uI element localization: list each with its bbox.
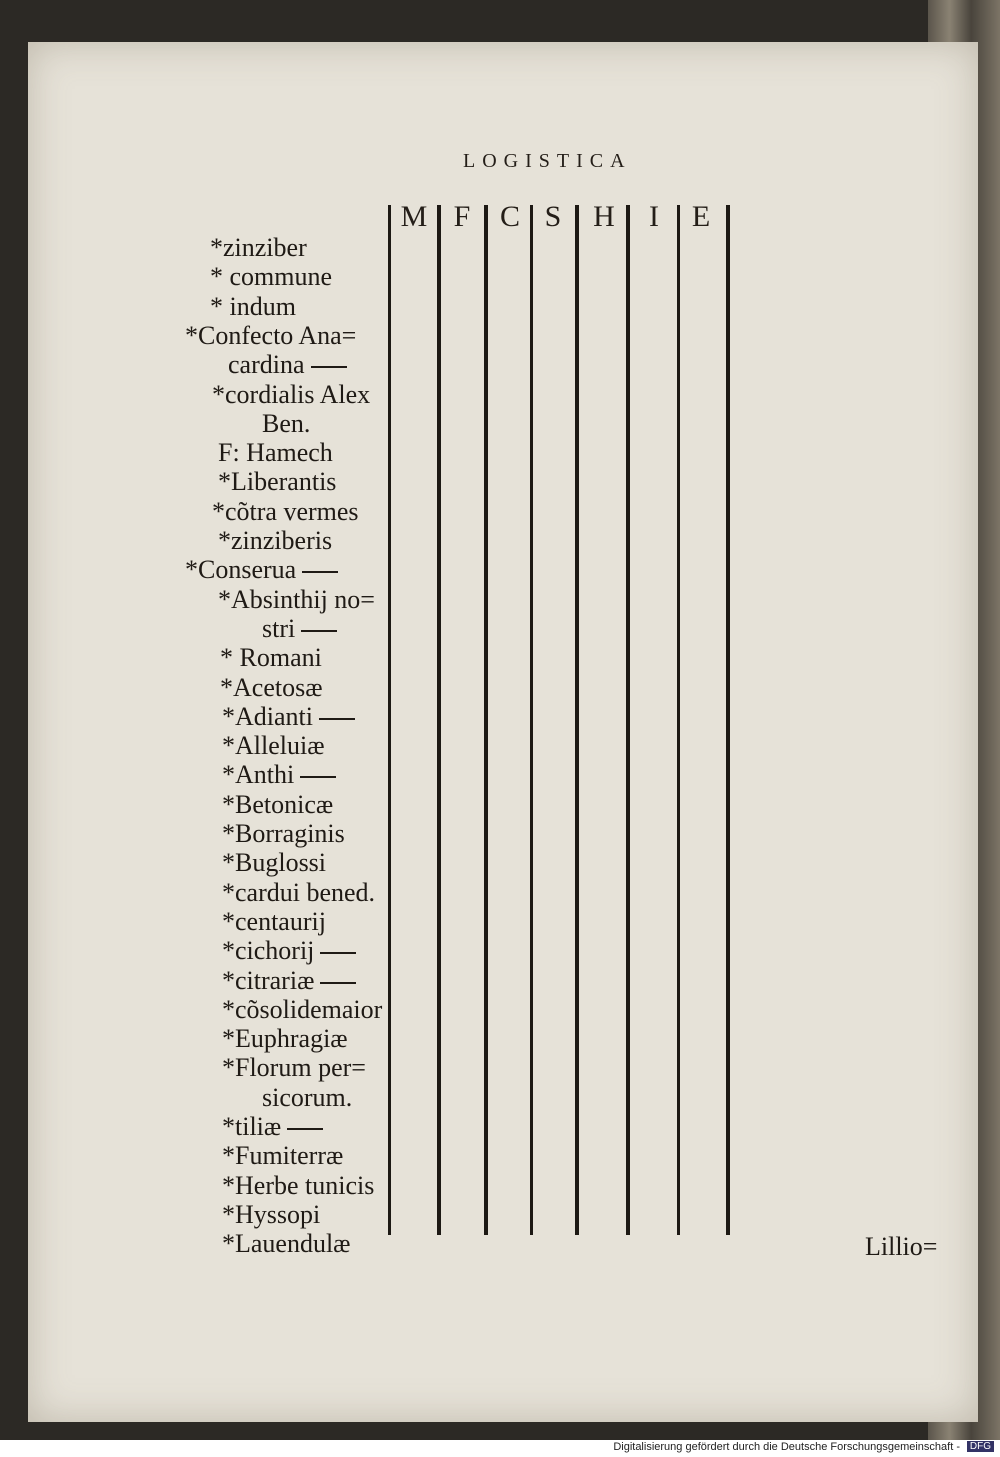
footer-credit: Digitalisierung gefördert durch die Deutsche Forschungsgemeinschaft - bbox=[613, 1441, 960, 1453]
column-header-h: H bbox=[593, 200, 615, 233]
column-rule-0 bbox=[388, 205, 391, 1235]
entry-text: *cõsolidemaior bbox=[222, 994, 383, 1024]
entry-text: *Anthi bbox=[222, 760, 295, 790]
table-row-label bbox=[228, 350, 347, 379]
entry-text: *zinziberis bbox=[218, 526, 333, 555]
table-row-label bbox=[212, 380, 370, 409]
entry-dash bbox=[287, 1128, 323, 1130]
entry-dash bbox=[302, 571, 338, 573]
entry-text: *Euphragiæ bbox=[222, 1024, 348, 1054]
table-row-label bbox=[222, 848, 326, 877]
table-row-label bbox=[218, 585, 375, 614]
entry-text: *Fumiterræ bbox=[222, 1141, 344, 1171]
entry-text: *Absinthij no= bbox=[218, 584, 375, 614]
entry-text: *Hyssopi bbox=[222, 1199, 321, 1229]
entry-text: cardina bbox=[228, 350, 305, 380]
table-row-label bbox=[222, 1053, 366, 1082]
table-row-label bbox=[222, 702, 355, 731]
table-row-label bbox=[262, 1083, 352, 1112]
entry-dash bbox=[300, 776, 336, 778]
entry-text: *tiliæ bbox=[222, 1112, 282, 1141]
column-header-e: E bbox=[691, 200, 711, 233]
entry-text: *citrariæ bbox=[222, 965, 315, 995]
entry-dash bbox=[319, 718, 355, 720]
column-header-f: F bbox=[453, 200, 471, 233]
entry-text: *Adianti bbox=[222, 701, 313, 731]
catchword: Lillio= bbox=[865, 1232, 938, 1261]
entry-dash bbox=[301, 630, 337, 632]
table-row-label bbox=[222, 731, 325, 760]
entry-text: *Acetosæ bbox=[220, 672, 323, 702]
table-row-label bbox=[220, 643, 322, 672]
table-row-label bbox=[185, 555, 338, 584]
entry-text: *Conserua bbox=[185, 555, 297, 585]
table-row-label bbox=[222, 995, 382, 1024]
entry-dash bbox=[320, 952, 356, 954]
table-row-label bbox=[222, 790, 333, 819]
entry-text: * Romani bbox=[220, 643, 322, 673]
table-row-label bbox=[210, 292, 296, 321]
entry-dash bbox=[320, 982, 356, 984]
entry-text: * indum bbox=[210, 291, 296, 321]
entry-text: *Herbe tunicis bbox=[222, 1170, 375, 1200]
column-header-m: M bbox=[400, 200, 428, 233]
entry-text: *centaurij bbox=[222, 906, 326, 936]
table-row-label bbox=[222, 878, 375, 907]
entry-text: *cordialis Alex bbox=[212, 379, 371, 409]
entry-dash bbox=[311, 366, 347, 368]
entry-text: *Borraginis bbox=[222, 819, 345, 848]
entry-text: *Betonicæ bbox=[222, 789, 334, 819]
table-row-label bbox=[220, 673, 323, 702]
column-rule-6 bbox=[677, 205, 680, 1235]
table-row-label bbox=[222, 1141, 343, 1170]
column-rule-4 bbox=[575, 205, 579, 1235]
table-row-label bbox=[210, 262, 332, 291]
table-row-label bbox=[222, 1112, 323, 1141]
table-row-label bbox=[218, 467, 336, 496]
table-row-label bbox=[222, 1024, 348, 1053]
column-header-s: S bbox=[544, 200, 562, 233]
table-row-label bbox=[222, 1229, 351, 1258]
entry-text: Ben. bbox=[262, 408, 311, 438]
running-head: LOGISTICA bbox=[463, 150, 632, 172]
column-rule-5 bbox=[626, 205, 630, 1235]
table-row-label bbox=[222, 819, 345, 848]
entry-text: *cardui bened. bbox=[222, 877, 376, 907]
entry-text: *Buglossi bbox=[222, 848, 327, 878]
book-page bbox=[28, 42, 978, 1422]
table-row-label bbox=[222, 1171, 374, 1200]
entry-text: *Confecto Ana= bbox=[185, 320, 357, 350]
entry-text: *Florum per= bbox=[222, 1053, 366, 1083]
dfg-logo: DFG bbox=[967, 1441, 994, 1452]
table-row-label bbox=[262, 409, 310, 438]
entry-text: *Lauendulæ bbox=[222, 1229, 351, 1259]
column-rule-7 bbox=[726, 205, 730, 1235]
entry-text: *cichorij bbox=[222, 936, 315, 966]
column-header-c: C bbox=[499, 200, 520, 233]
entry-text: *Liberantis bbox=[218, 467, 337, 497]
entry-text: *Alleluiæ bbox=[222, 731, 325, 761]
table-row-label bbox=[222, 1200, 320, 1229]
column-rule-1 bbox=[437, 205, 441, 1235]
entry-text: sicorum. bbox=[262, 1082, 353, 1112]
entry-text: * commune bbox=[210, 262, 333, 292]
table-row-label bbox=[262, 614, 337, 643]
entry-text: *zinziber bbox=[210, 233, 307, 262]
table-row-label bbox=[222, 760, 336, 789]
column-rule-3 bbox=[530, 205, 533, 1235]
table-row-label bbox=[218, 438, 333, 467]
entry-text: *cõtra vermes bbox=[212, 496, 359, 526]
table-row-label bbox=[218, 526, 332, 555]
column-rule-2 bbox=[484, 205, 488, 1235]
table-row-label bbox=[222, 936, 356, 965]
table-row-label bbox=[222, 966, 356, 995]
entry-text: stri bbox=[262, 613, 296, 643]
entry-text: F: Hamech bbox=[218, 438, 333, 468]
table-row-label bbox=[222, 907, 326, 936]
column-header-i: I bbox=[649, 200, 659, 233]
table-row-label bbox=[212, 497, 359, 526]
table-row-label bbox=[210, 233, 307, 262]
table-row-label bbox=[185, 321, 356, 350]
